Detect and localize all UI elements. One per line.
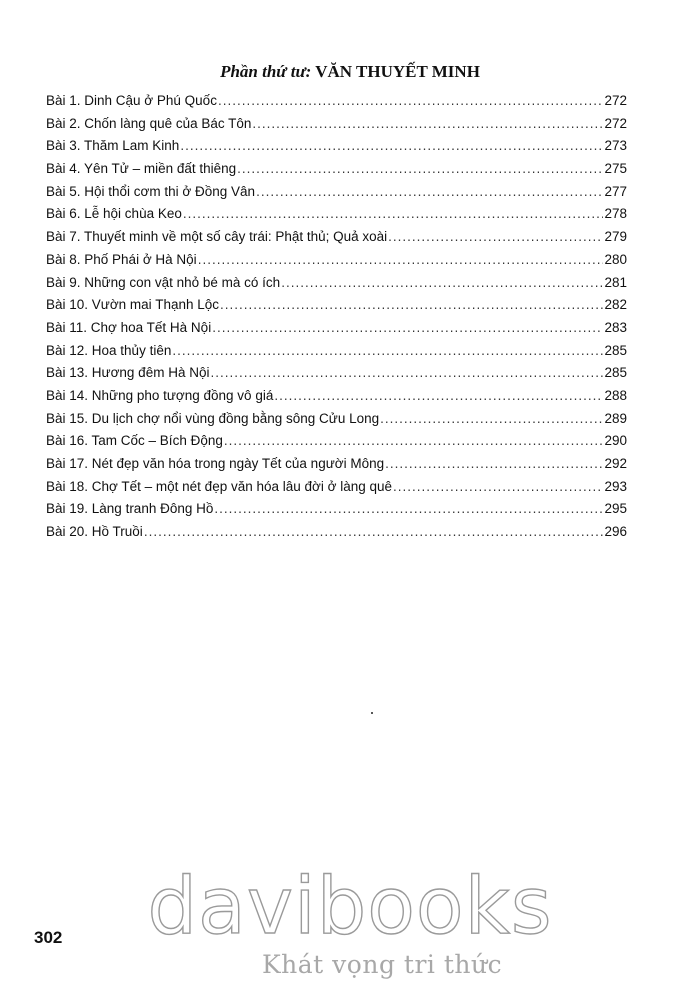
dot-leader bbox=[224, 430, 604, 453]
toc-entry-page: 296 bbox=[604, 524, 627, 540]
toc-entry[interactable] bbox=[46, 90, 627, 113]
toc-entry-page: 280 bbox=[604, 251, 627, 267]
toc-entry-title: Bài 7. Thuyết minh về một số cây trái: Phật thủ; Quả xoài bbox=[46, 229, 388, 245]
dot-leader bbox=[180, 135, 603, 158]
dot-leader bbox=[281, 272, 603, 295]
toc-entry-page: 295 bbox=[604, 501, 627, 517]
toc-entry-title: Bài 9. Những con vật nhỏ bé mà có ích bbox=[46, 274, 281, 290]
toc-entry-page: 279 bbox=[604, 229, 627, 245]
dot-leader bbox=[388, 226, 603, 249]
toc-entry-title: Bài 19. Làng tranh Đông Hồ bbox=[46, 501, 214, 517]
section-title bbox=[0, 62, 700, 82]
toc-entry[interactable] bbox=[46, 453, 627, 476]
toc-entry[interactable] bbox=[46, 430, 627, 453]
toc-entry-title: Bài 5. Hội thổi cơm thi ở Đồng Vân bbox=[46, 183, 256, 199]
toc-entry-title: Bài 17. Nét đẹp văn hóa trong ngày Tết của người Mông bbox=[46, 456, 385, 471]
toc-entry-title: Bài 16. Tam Cốc – Bích Động bbox=[46, 433, 223, 449]
dot-leader bbox=[274, 385, 603, 408]
toc-entry-page: 288 bbox=[604, 387, 627, 403]
toc-entry-page: 292 bbox=[604, 456, 627, 471]
toc-entry-title: Bài 6. Lễ hội chùa Keo bbox=[46, 206, 182, 222]
toc-entry-title: Bài 18. Chợ Tết – một nét đẹp văn hóa lâu đời ở làng quê bbox=[46, 478, 393, 494]
toc-entry-page: 273 bbox=[604, 138, 627, 154]
dot-leader bbox=[393, 476, 603, 499]
toc-entry-page: 282 bbox=[604, 297, 627, 313]
toc-entry-page: 293 bbox=[604, 478, 627, 494]
dot-leader bbox=[144, 521, 604, 544]
watermark-tagline: Khát vọng tri thức bbox=[262, 950, 503, 979]
toc-entry[interactable] bbox=[46, 113, 627, 136]
toc-entry[interactable] bbox=[46, 362, 627, 385]
section-heading: VĂN THUYẾT MINH bbox=[315, 62, 480, 81]
toc-entry[interactable] bbox=[46, 408, 627, 431]
toc-entry[interactable] bbox=[46, 135, 627, 158]
toc-entry-title: Bài 13. Hương đêm Hà Nội bbox=[46, 365, 210, 381]
toc-entry[interactable] bbox=[46, 272, 627, 295]
dot-leader bbox=[385, 453, 603, 476]
toc-entry-title: Bài 1. Dinh Cậu ở Phú Quốc bbox=[46, 93, 217, 108]
toc-entry[interactable] bbox=[46, 249, 627, 272]
toc-entry-page: 278 bbox=[604, 206, 627, 222]
toc-entry[interactable] bbox=[46, 385, 627, 408]
toc-entry-title: Bài 3. Thăm Lam Kinh bbox=[46, 138, 180, 154]
dot-leader bbox=[183, 203, 604, 226]
toc-entry-title: Bài 10. Vườn mai Thạnh Lộc bbox=[46, 297, 219, 313]
dot-leader bbox=[210, 362, 603, 385]
toc-entry-page: 285 bbox=[604, 365, 627, 381]
dot-leader bbox=[172, 340, 603, 363]
toc-entry-title: Bài 15. Du lịch chợ nổi vùng đồng bằng sông Cửu Long bbox=[46, 410, 380, 426]
watermark-logo: davibooks bbox=[147, 862, 553, 952]
toc-entry-title: Bài 4. Yên Tử – miền đất thiêng bbox=[46, 161, 237, 177]
dot-leader bbox=[214, 498, 603, 521]
toc-entry[interactable] bbox=[46, 158, 627, 181]
toc-entry-title: Bài 11. Chợ hoa Tết Hà Nội bbox=[46, 319, 212, 335]
toc-entry[interactable] bbox=[46, 498, 627, 521]
toc-entry-page: 277 bbox=[604, 183, 627, 199]
toc-entry-page: 290 bbox=[604, 433, 627, 449]
dot-leader bbox=[380, 408, 603, 431]
toc-entry[interactable] bbox=[46, 521, 627, 544]
dot-leader bbox=[198, 249, 604, 272]
section-part-label: Phần thứ tư: bbox=[220, 62, 312, 81]
toc-entry[interactable] bbox=[46, 203, 627, 226]
toc-entry-page: 283 bbox=[604, 319, 627, 335]
toc-entry-page: 281 bbox=[604, 274, 627, 290]
dot-leader bbox=[252, 113, 603, 136]
toc-entry[interactable] bbox=[46, 476, 627, 499]
toc-entry[interactable] bbox=[46, 317, 627, 340]
toc-entry-title: Bài 12. Hoa thủy tiên bbox=[46, 342, 172, 358]
toc-entry-page: 272 bbox=[604, 93, 627, 108]
dot-leader bbox=[237, 158, 603, 181]
toc-entry-title: Bài 2. Chốn làng quê của Bác Tôn bbox=[46, 115, 252, 131]
dot-leader bbox=[212, 317, 603, 340]
page-number: 302 bbox=[34, 928, 63, 947]
toc-entry-page: 289 bbox=[604, 410, 627, 426]
dot-leader bbox=[256, 181, 603, 204]
toc-entry[interactable] bbox=[46, 226, 627, 249]
toc-entry-title: Bài 8. Phố Phái ở Hà Nội bbox=[46, 251, 197, 267]
stray-dot-mark bbox=[371, 712, 373, 714]
dot-leader bbox=[220, 294, 603, 317]
table-of-contents bbox=[46, 90, 627, 544]
toc-entry[interactable] bbox=[46, 181, 627, 204]
toc-entry-page: 275 bbox=[604, 161, 627, 177]
toc-entry[interactable] bbox=[46, 340, 627, 363]
dot-leader bbox=[218, 90, 604, 113]
toc-entry-page: 285 bbox=[604, 342, 627, 358]
toc-entry[interactable] bbox=[46, 294, 627, 317]
toc-entry-page: 272 bbox=[604, 115, 627, 131]
toc-entry-title: Bài 20. Hồ Truồi bbox=[46, 524, 143, 540]
toc-entry-title: Bài 14. Những pho tượng đồng vô giá bbox=[46, 387, 274, 403]
